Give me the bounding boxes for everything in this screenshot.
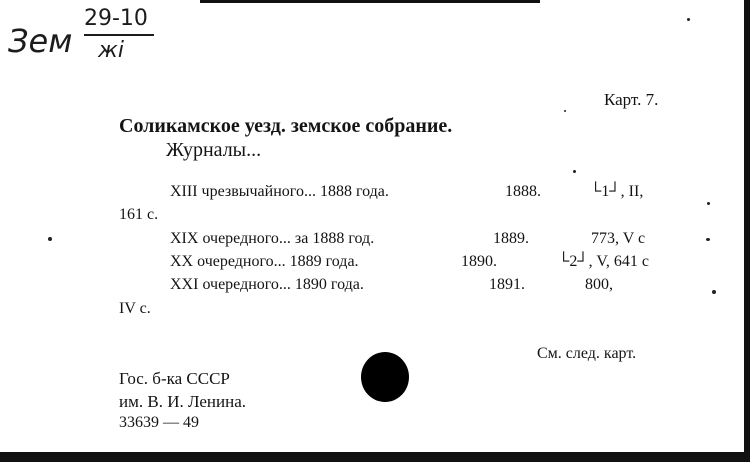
entry-3-text: XX очередного... 1889 года.	[170, 253, 359, 270]
card-title: Соликамское уезд. земское собрание.	[119, 115, 453, 137]
speck	[712, 290, 716, 294]
right-border	[744, 0, 750, 462]
speck	[707, 202, 710, 205]
handwritten-numerator: 29-10	[84, 6, 148, 31]
entry-2-year: 1889.	[493, 230, 529, 247]
entry-2-location: 773, V с	[591, 230, 646, 247]
library-line-3: 33639 — 49	[119, 414, 199, 431]
entry-4-text: XXI очередного... 1890 года.	[170, 276, 364, 293]
speck	[706, 238, 710, 241]
handwritten-fraction-line	[84, 34, 154, 36]
see-next-card: См. след. карт.	[537, 345, 637, 362]
speck	[687, 18, 690, 21]
entry-3-year: 1890.	[461, 253, 497, 270]
entry-1-text: XIII чрезвычайного... 1888 года.	[170, 183, 389, 200]
punch-hole	[361, 352, 409, 402]
top-edge-mark	[200, 0, 540, 3]
entry-1-year: 1888.	[505, 183, 541, 200]
handwritten-prefix: Зем	[8, 22, 73, 60]
entry-2-text: XIX очередного... за 1888 год.	[170, 230, 375, 247]
entry-4-year: 1891.	[489, 276, 525, 293]
library-line-2: им. В. И. Ленина.	[119, 392, 247, 411]
entry-4-location: 800,	[585, 276, 613, 293]
handwritten-denominator: жі	[98, 38, 124, 63]
entry-1-pages: 161 с.	[119, 206, 159, 223]
entry-3-location: └2┘, V, 641 с	[558, 253, 649, 270]
bottom-border	[0, 452, 750, 462]
card-subtitle: Журналы...	[166, 139, 262, 161]
entry-1-location: └1┘, II,	[590, 183, 644, 200]
speck	[564, 110, 566, 112]
card-number: Карт. 7.	[604, 90, 659, 109]
speck	[48, 237, 52, 241]
speck	[573, 170, 576, 173]
library-line-1: Гос. б-ка СССР	[119, 369, 230, 388]
entry-4-pages: IV с.	[119, 300, 151, 317]
